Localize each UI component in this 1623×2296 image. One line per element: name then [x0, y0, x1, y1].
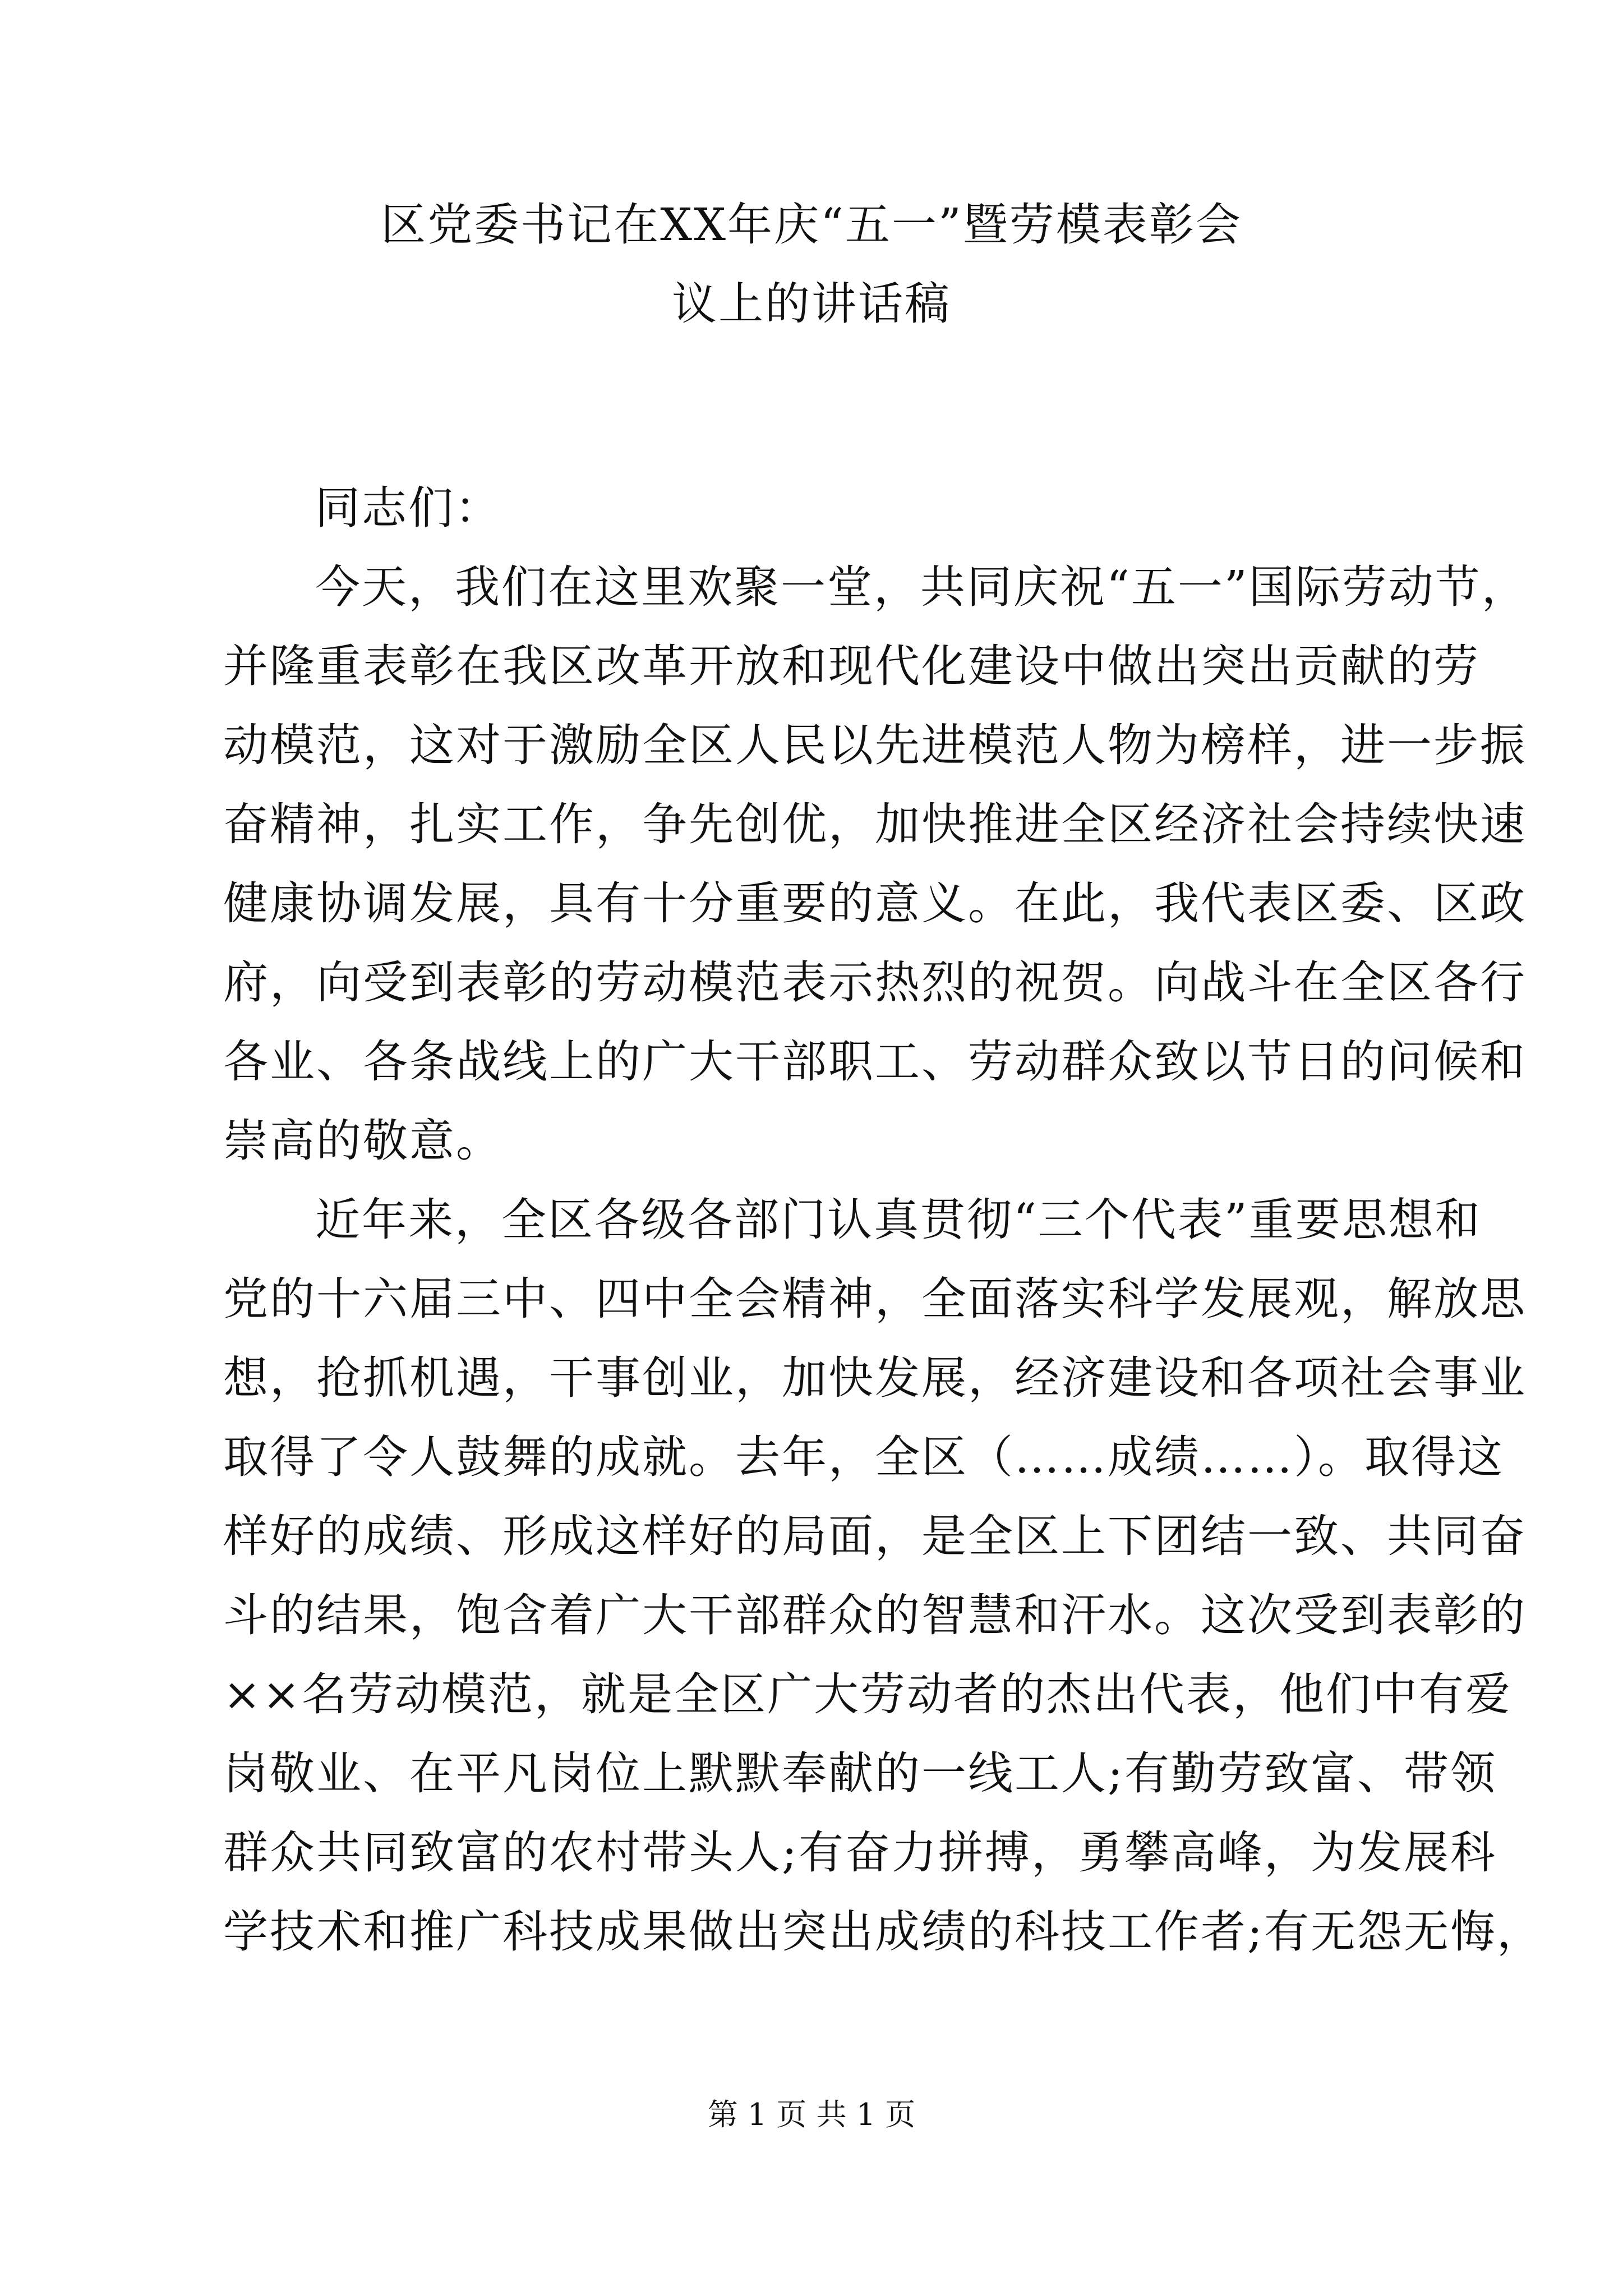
paragraph-2-line: 群众共同致富的农村带头人;有奋力拼搏，勇攀高峰，为发展科 [223, 1826, 1497, 1879]
paragraph-2 [223, 1180, 1543, 1971]
paragraph-1-line: 各业、各条战线上的广大干部职工、劳动群众致以节日的问候和 [223, 1036, 1527, 1088]
paragraph-1-line: 今天，我们在这里欢聚一堂，共同庆祝“五一”国际劳动节， [315, 561, 1528, 613]
paragraph-2-line: 学技术和推广科技成果做出突出成绩的科技工作者;有无怨无悔， [223, 1906, 1543, 1958]
paragraph-2-line: 样好的成绩、形成这样好的局面，是全区上下团结一致、共同奋 [223, 1510, 1527, 1562]
salutation: 同志们： [315, 482, 501, 534]
paragraph-2-line: 想，抢抓机遇，干事创业，加快发展，经济建设和各项社会事业 [223, 1352, 1527, 1404]
paragraph-2-line: 岗敬业、在平凡岗位上默默奉献的一线工人;有勤劳致富、带领 [223, 1747, 1497, 1800]
document-body [223, 468, 1543, 1971]
paragraph-1 [223, 547, 1528, 1180]
paragraph-1-line: 府，向受到表彰的劳动模范表示热烈的祝贺。向战斗在全区各行 [223, 956, 1527, 1009]
title-line-1: 区党委书记在XX年庆“五一”暨劳模表彰会 [381, 199, 1242, 251]
document-title [213, 185, 1410, 343]
paragraph-2-line: 党的十六届三中、四中全会精神，全面落实科学发展观，解放思 [223, 1273, 1527, 1325]
paragraph-1-line: 崇高的敬意。 [223, 1115, 502, 1167]
title-line-2: 议上的讲话稿 [672, 278, 951, 330]
paragraph-1-line: 动模范，这对于激励全区人民以先进模范人物为榜样，进一步振 [223, 719, 1527, 771]
paragraph-2-line: 取得了令人鼓舞的成就。去年，全区（……成绩……）。取得这 [223, 1431, 1504, 1483]
paragraph-2-line: 近年来，全区各级各部门认真贯彻“三个代表”重要思想和 [315, 1194, 1482, 1246]
paragraph-2-line: ××名劳动模范，就是全区广大劳动者的杰出代表，他们中有爱 [223, 1668, 1513, 1720]
paragraph-1-line: 并隆重表彰在我区改革开放和现代化建设中做出突出贡献的劳 [223, 640, 1480, 692]
paragraph-1-line: 健康协调发展，具有十分重要的意义。在此，我代表区委、区政 [223, 877, 1527, 930]
paragraph-2-line: 斗的结果，饱含着广大干部群众的智慧和汗水。这次受到表彰的 [223, 1589, 1527, 1641]
paragraph-1-line: 奋精神，扎实工作，争先创优，加快推进全区经济社会持续快速 [223, 798, 1527, 850]
page-footer: 第 1 页 共 1 页 [707, 2097, 916, 2132]
